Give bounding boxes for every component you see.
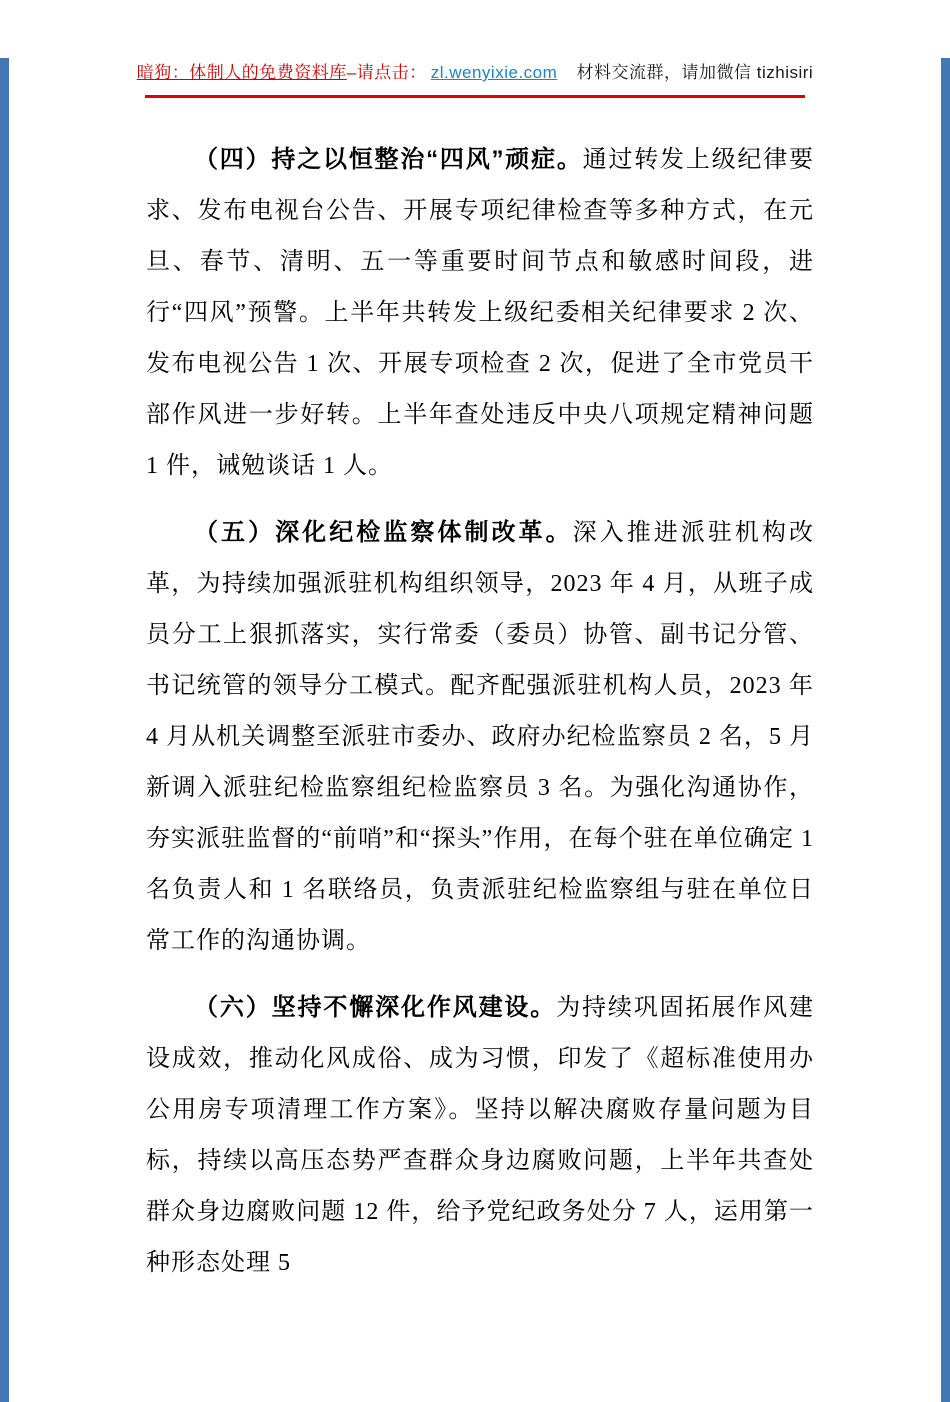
click-hint: –请点击： <box>346 63 427 82</box>
site-brand: 暗狗：体制人的免费资料库 <box>136 63 347 82</box>
paragraph-6-heading: （六）坚持不懈深化作风建设。 <box>194 994 557 1021</box>
paragraph-4-heading: （四）持之以恒整治“四风”顽症。 <box>194 146 583 173</box>
paragraph-section-5 <box>146 507 814 967</box>
paragraph-5-heading: （五）深化纪检监察体制改革。 <box>194 519 573 546</box>
paragraph-6-text: 为持续巩固拓展作风建设成效，推动化风成俗、成为习惯，印发了《超标准使用办公用房专项清理工作方案》。坚持以解决腐败存量问题为目标，持续以高压态势严查群众身边腐败问题，上半年共查处群众身边腐败问题 12 件，给予党纪政务处分 7 人，运用第一种形态处理 5 <box>146 995 815 1276</box>
page-header <box>0 58 950 83</box>
header-divider <box>145 95 805 98</box>
paragraph-section-4 <box>146 134 814 492</box>
paragraph-4-text: 通过转发上级纪律要求、发布电视台公告、开展专项纪律检查等多种方式，在元旦、春节、清明、五一等重要时间节点和敏感时间段，进行“四风”预警。上半年共转发上级纪委相关纪律要求 2 次、发布电视公告 1 次、开展专项检查 2 次，促进了全市党员干部作风进一步好转。上半年查处违反中央八项规定精神问题 1 件，诫勉谈话 1 人。 <box>146 147 815 479</box>
paragraph-5-text: 深入推进派驻机构改革，为持续加强派驻机构组织领导，2023 年 4 月，从班子成员分工上狠抓落实，实行常委（委员）协管、副书记分管、书记统管的领导分工模式。配齐配强派驻机构人员，2023 年 4 月从机关调整至派驻市委办、政府办纪检监察员 2 名，5 月新调入派驻纪检监察组纪检监察员 3 名。为强化沟通协作，夯实派驻监督的“前哨”和“探头”作用，在每个驻在单位确定 1 名负责人和 1 名联络员，负责派驻纪检监察组与驻在单位日常工作的沟通协调。 <box>146 520 815 954</box>
site-link[interactable]: zl.wenyixie.com <box>430 63 558 82</box>
paragraph-section-6 <box>146 982 814 1289</box>
left-border-bar <box>0 58 9 1402</box>
document-body <box>146 134 814 1289</box>
right-border-bar <box>941 58 950 1402</box>
wechat-note: 材料交流群，请加微信 tizhisiri <box>576 63 814 82</box>
